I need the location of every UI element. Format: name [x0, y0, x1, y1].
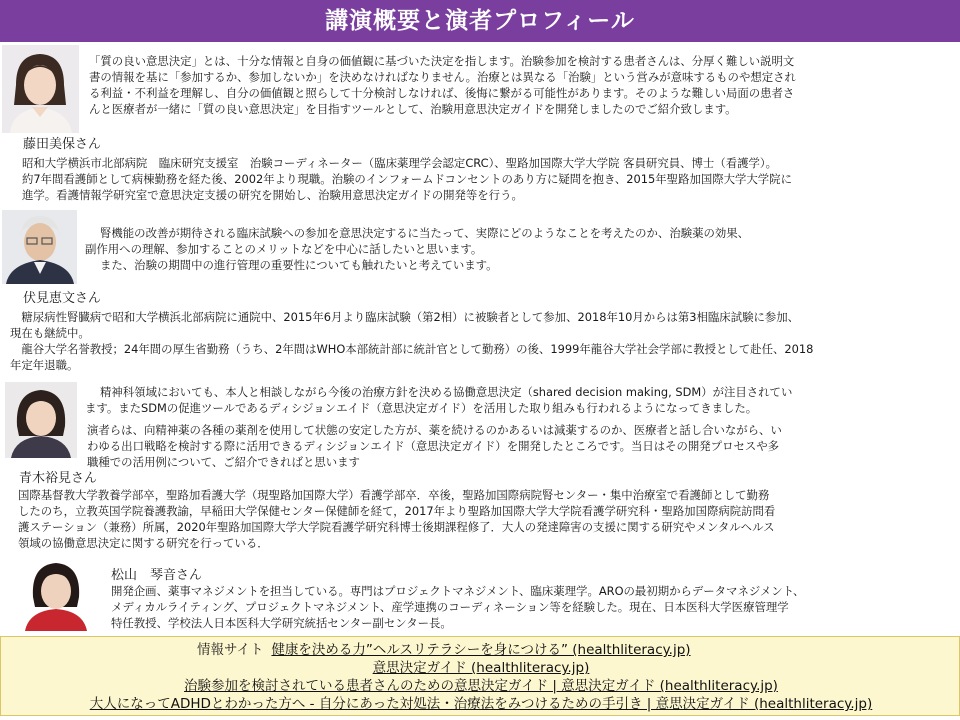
link-clinical-trial-guide[interactable]: 治験参加を検討されている患者さんのための意思決定ガイド | 意思決定ガイド (healthliteracy.jp) [184, 678, 778, 694]
speaker-4-profile: 開発企画、薬事マネジメントを担当している。専門はプロジェクトマネジメント、臨床薬理学。AROの最初期からデータマネジメント、 メディカルライティング、プロジェクトマネジメント、産学連携のコーディネーション等を経験した。現在、日本医科大学医療管理学 特任教授、学校法人日本医科大学研究統括センター副センター長。 [111, 584, 805, 631]
speaker-2-name: 伏見恵文さん [23, 291, 102, 306]
speaker-1-summary: 「質の良い意思決定」とは、十分な情報と自身の価値観に基づいた決定を指します。治験参加を検討する患者さんは、分厚く難しい説明文 書の情報を基に「参加するか、参加しないか」を決めなければなりません。治療とは異なる「治験」という営みが意味するものや想定され る利益・不利益を理解し、自分の価値観と照らして十分検討しなければ、後悔に繋がる可能性があります。そのような難しい局面の患者さ んと医療者が一緒に「質の良い意思決定」を目指すツールとして、治験用意思決定ガイドを開発しましたのでご紹介致します。 [89, 54, 796, 116]
link-adhd-guide[interactable]: 大人になってADHDとわかった方へ - 自分にあった対処法・治療法をみつけるための手引き | 意思決定ガイド (healthliteracy.jp) [89, 696, 873, 712]
speaker-2-summary: 腎機能の改善が期待される臨床試験への参加を意思決定するに当たって、実際にどのようなことを考えたのか、治験薬の効果、 副作用への理解、参加することのメリットなどを中心に話したいと思います。 また、治験の期間中の進行管理の重要性についても触れたいと考えています。 [85, 226, 750, 272]
speaker-3-profile: 国際基督教大学教養学部卒，聖路加看護大学（現聖路加国際大学）看護学部卒．卒後，聖路加国際病院腎センター・集中治療室で看護師として勤務 したのち，立教英国学院養護教諭，早稲田大学保健センター保健師を経て，2017年より聖路加国際大学大学院看護学研究科・聖路加国際病院訪問看 護ステーション（兼務）所属，2020年聖路加国際大学大学院看護学研究科博士後期課程修了．大人の発達障害の支援に関する研究やメンタルヘルス 領域の協働意思決定に関する研究を行っている． [18, 488, 776, 550]
speaker-4-name: 松山 琴音さん [111, 568, 203, 583]
info-sites-box [0, 636, 960, 716]
speaker-2-profile: 糖尿病性腎臓病で昭和大学横浜北部病院に通院中、2015年6月より臨床試験（第2相）に被験者として参加、2018年10月からは第3相臨床試験に参加、 現在も継続中。 龍谷大学名誉教授；24年間の厚生省勤務（うち、2年間はWHO本部統計部に統計官として勤務）の後、1999年龍谷大学社会学部に教授として赴任、2018 年定年退職。 [10, 310, 814, 372]
speaker-3-name: 青木裕見さん [19, 471, 98, 486]
speaker-3-summary: 精神科領域においても、本人と相談しながら今後の治療方針を決める協働意思決定（shared decision making, SDM）が注目されてい ます。またSDMの促進ツールであるディシジョンエイド（意思決定ガイド）を活用した取り組みも行われるようになってきました。 [85, 385, 793, 415]
page-title: 講演概要と演者プロフィール [0, 0, 960, 42]
speaker-1-name: 藤田美保さん [23, 137, 102, 152]
speaker-3-photo [5, 382, 77, 458]
speaker-3-summary-2: 演者らは、向精神薬の各種の薬剤を使用して状態の安定した方が、薬を続けるのかあるいは減薬するのか、医療者と話し合いながら、い わゆる出口戦略を検討する際に活用できるディシジョンエイド（意思決定ガイド）を開発したところです。当日はその開発プロセスや多 職種での活用例について、ご紹介できればと思います [87, 423, 782, 469]
info-sites-label: 情報サイト [197, 642, 264, 658]
speaker-4-photo [23, 557, 89, 631]
link-health-literacy[interactable]: 健康を決める力”ヘルスリテラシーを身につける” (healthliteracy.jp) [271, 642, 691, 658]
speaker-2-photo [2, 210, 77, 284]
speaker-1-photo [2, 45, 79, 133]
link-decision-guide[interactable]: 意思決定ガイド (healthliteracy.jp) [372, 660, 590, 676]
speaker-1-profile: 昭和大学横浜市北部病院 臨床研究支援室 治験コーディネーター（臨床薬理学会認定CRC）、聖路加国際大学大学院 客員研究員、博士（看護学）。 約7年間看護師として病棟勤務を経た後、2002年より現職。治験のインフォームドコンセントのあり方に疑問を抱き、2015年聖路加国際大学大学院に 進学。看護情報学研究室で意思決定支援の研究を開始し、治験用意思決定ガイドの開発等を行う。 [22, 156, 792, 202]
